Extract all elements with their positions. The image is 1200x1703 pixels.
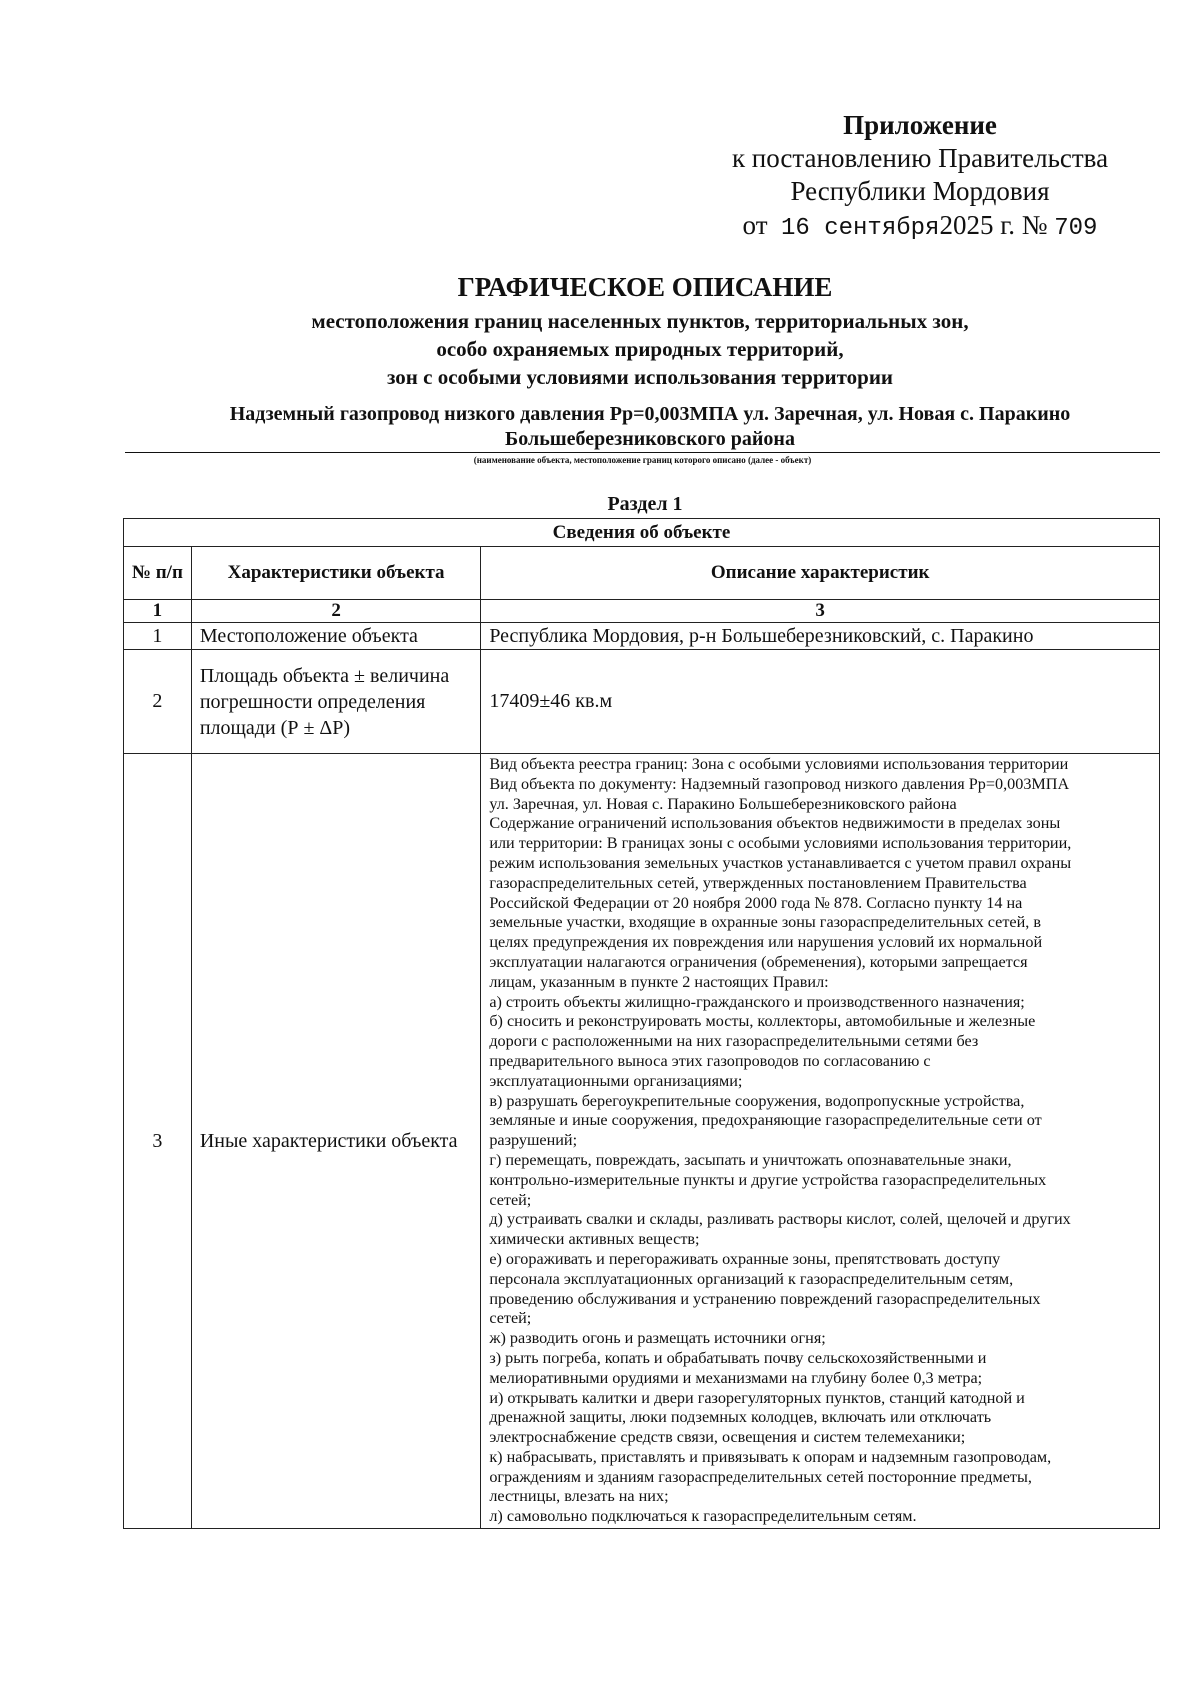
appendix-line-2: Республики Мордовия [790, 176, 1050, 206]
object-name [125, 402, 1175, 452]
appendix-title: Приложение [843, 110, 997, 140]
restriction-line: ул. Заречная, ул. Новая с. Паракино Большеберезниковского района [489, 794, 957, 813]
restriction-line: земляные и иные сооружения, предохраняющие газораспределительные сети от [489, 1111, 1042, 1130]
document-subtitle [250, 307, 1030, 391]
document-title: ГРАФИЧЕСКОЕ ОПИСАНИЕ [457, 272, 833, 302]
object-name-line: Большеберезниковского района [505, 428, 795, 450]
restriction-line: химически активных веществ; [489, 1230, 700, 1249]
restriction-line: з) рыть погреба, копать и обрабатывать почву сельскохозяйственными и [489, 1348, 987, 1367]
restriction-line: разрушений; [489, 1131, 578, 1150]
restriction-line: дренажной защиты, люки подземных колодцев, включать или отключать [489, 1408, 992, 1427]
restriction-line: режим использования земельных участков устанавливается с учетом правил охраны [489, 853, 1072, 872]
restriction-line: Российской Федерации от 20 ноября 2000 года № 878. Согласно пункту 14 на [489, 893, 1023, 912]
row-description: 17409±46 кв.м [481, 650, 1160, 754]
subtitle-line: местоположения границ населенных пунктов, территориальных зон, [311, 309, 969, 333]
header-characteristic: Характеристики объекта [191, 547, 480, 600]
restriction-line: эксплуатационными организациями; [489, 1071, 743, 1090]
restriction-line: и) открывать калитки и двери газорегуляторных пунктов, станций катодной и [489, 1388, 1025, 1407]
restriction-line: или территории: В границах зоны с особыми условиями использования территории, [489, 834, 1072, 853]
table-caption: Сведения об объекте [124, 519, 1160, 547]
row-number: 2 [124, 650, 192, 754]
table-row [124, 650, 1160, 754]
restriction-line: целях предупреждения их повреждения или нарушения условий их нормальной [489, 933, 1043, 952]
restriction-line: д) устраивать свалки и склады, разливать растворы кислот, солей, щелочей и других [489, 1210, 1071, 1229]
restriction-line: дороги с расположенными на них газораспределительными сетями без [489, 1032, 979, 1051]
date-prefix: от [742, 210, 768, 240]
header-description: Описание характеристик [481, 547, 1160, 600]
table-column-numbers-row [124, 600, 1160, 623]
restriction-line: мелиоративными орудиями и механизмами на глубину более 0,3 метра; [489, 1368, 983, 1387]
column-number-3: 3 [481, 600, 1160, 623]
restriction-line: в) разрушать берегоукрепительные сооружения, водопропускные устройства, [489, 1091, 1025, 1110]
restriction-line: эксплуатации налагаются ограничения (обременения), которыми запрещается [489, 952, 1028, 971]
restriction-line: сетей; [489, 1309, 532, 1328]
restriction-line: Вид объекта реестра границ: Зона с особыми условиями использования территории [489, 755, 1069, 773]
column-number-1: 1 [124, 600, 192, 623]
restriction-line: к) набрасывать, приставлять и привязывать к опорам и надземным газопроводам, [489, 1447, 1052, 1466]
restriction-line: лицам, указанным в пункте 2 настоящих Правил: [489, 972, 829, 991]
object-info-table [123, 518, 1160, 1529]
table-caption-row [124, 519, 1160, 547]
object-note: (наименование объекта, местоположение границ которого описано (далее - объект) [473, 455, 812, 465]
subtitle-line: особо охраняемых природных территорий, [436, 337, 844, 361]
header-number: № п/п [124, 547, 192, 600]
row-description-long [481, 754, 1160, 1529]
table-row [124, 754, 1160, 1529]
object-name-underline [125, 452, 1160, 453]
restriction-line: сетей; [489, 1190, 532, 1209]
restriction-line: ж) разводить огонь и размещать источники огня; [489, 1329, 826, 1348]
restriction-line: газораспределительных сетей, утвержденных постановлением Правительства [489, 873, 1027, 892]
section-title: Раздел 1 [607, 493, 683, 515]
row-characteristic: Местоположение объекта [191, 623, 480, 650]
object-name-line: Надземный газопровод низкого давления Рр=0,003МПА ул. Заречная, ул. Новая с. Паракино [229, 403, 1071, 425]
appendix-date-line [700, 208, 1140, 246]
restriction-line: электроснабжение средств связи, освещения и систем телемеханики; [489, 1428, 966, 1447]
date-year: 2025 г. [939, 210, 1015, 240]
appendix-line-1: к постановлению Правительства [731, 143, 1109, 173]
row-characteristic: Площадь объекта ± величина погрешности определения площади (Р ± ΔР) [191, 650, 480, 754]
number-sign: № [1021, 210, 1048, 240]
restriction-line: л) самовольно подключаться к газораспределительным сетям. [489, 1507, 917, 1526]
restriction-line: ограждениям и зданиям газораспределительных сетей посторонние предметы, [489, 1467, 1032, 1486]
table-header-row [124, 547, 1160, 600]
row-number: 1 [124, 623, 192, 650]
restriction-line: предварительного выноса этих газопроводов по согласованию с [489, 1051, 931, 1070]
restriction-line: е) огораживать и перегораживать охранные зоны, препятствовать доступу [489, 1249, 1001, 1268]
decree-number: 709 [1054, 215, 1098, 242]
restriction-line: Вид объекта по документу: Надземный газопровод низкого давления Рр=0,003МПА [489, 774, 1070, 793]
restriction-line: Содержание ограничений использования объектов недвижимости в пределах зоны [489, 814, 1061, 833]
row-description: Республика Мордовия, р-н Большеберезниковский, с. Паракино [481, 623, 1160, 650]
restriction-line: персонала эксплуатационных организаций к газораспределительным сетям, [489, 1269, 1014, 1288]
restriction-line: а) строить объекты жилищно-гражданского и производственного назначения; [489, 992, 1025, 1011]
restriction-line: земельные участки, входящие в охранные зоны газораспределительных сетей, в [489, 913, 1041, 932]
restriction-line: контрольно-измерительные пункты и другие устройства газораспределительных [489, 1170, 1047, 1189]
table-row [124, 623, 1160, 650]
appendix-header [700, 108, 1140, 246]
restriction-line: проведению обслуживания и устранению повреждений газораспределительных [489, 1289, 1041, 1308]
subtitle-line: зон с особыми условиями использования территории [386, 365, 894, 389]
restriction-line: б) сносить и реконструировать мосты, коллекторы, автомобильные и железные [489, 1012, 1036, 1031]
row-number: 3 [124, 754, 192, 1529]
column-number-2: 2 [191, 600, 480, 623]
restriction-line: лестницы, влезать на них; [489, 1487, 669, 1506]
row-characteristic: Иные характеристики объекта [191, 754, 480, 1529]
date-value: 16 сентября [781, 215, 940, 242]
restriction-line: г) перемещать, повреждать, засыпать и уничтожать опознавательные знаки, [489, 1150, 1012, 1169]
